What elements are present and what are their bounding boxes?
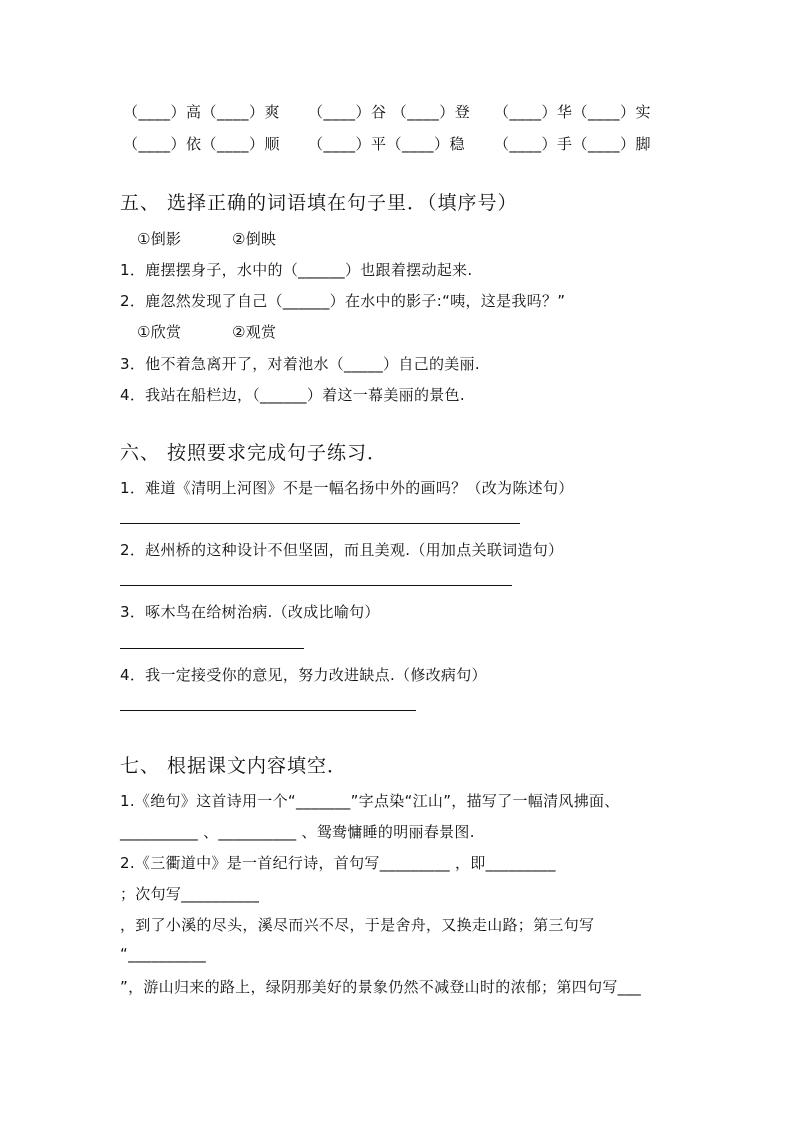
answer-line-2[interactable] [120,585,512,586]
section-7-line-3: 2.《三衢道中》是一首纪行诗，首句写_________ ，即_________ [120,854,556,872]
section-5-title: 五、 选择正确的词语填在句子里．（填序号） [120,192,518,214]
section-5-question-3: 3．他不着急离开了，对着池水（_____）自己的美丽. [120,355,480,373]
word-fill-2-2: （____）平（____）稳 [308,135,466,153]
section-6-question-1: 1．难道《清明上河图》不是一幅名扬中外的画吗？（改为陈述句） [120,479,574,497]
answer-line-4[interactable] [120,710,416,711]
word-fill-1-3: （____）华（____）实 [494,103,652,121]
word-fill-1-2: （____）谷 （____）登 [308,103,471,121]
section-7-line-2: __________ 、__________ 、鸳鸯慵睡的明丽春景图. [120,823,475,841]
section-6-question-2: 2．赵州桥的这种设计不但坚固，而且美观.（用加点关联词造句） [120,541,564,559]
section-7-line-7: ”，游山归来的路上，绿阴那美好的景象仍然不减登山时的浓郁；第四句写___ [120,978,642,996]
section-7-line-1: 1.《绝句》这首诗用一个“_______”字点染“江山”，描写了一幅清风拂面、 [120,792,620,810]
section-5-question-1: 1．鹿摆摆身子，水中的（______）也跟着摆动起来. [120,261,473,279]
option-shang-1: ①欣赏 [137,323,182,341]
word-fill-2-1: （____）依（____）顺 [123,135,281,153]
option-shang-2: ②观赏 [232,323,277,341]
section-5-question-4: 4．我站在船栏边，（______）着这一幕美丽的景色. [120,386,465,404]
answer-line-3[interactable] [120,648,304,649]
section-6-title: 六、 按照要求完成句子练习． [120,442,388,464]
section-7-line-5: ，到了小溪的尽头，溪尽而兴不尽，于是舍舟，又换走山路；第三句写 [120,916,595,934]
word-fill-1-1: （____）高（____）爽 [123,103,281,121]
word-fill-2-3: （____）手（____）脚 [494,135,652,153]
option-daoying-1: ①倒影 [137,230,182,248]
section-6-question-4: 4．我一定接受你的意见，努力改进缺点.（修改病句） [120,666,487,684]
answer-line-1[interactable] [120,523,520,524]
section-7-title: 七、 根据课文内容填空． [120,755,348,777]
section-5-question-2: 2．鹿忽然发现了自己（______）在水中的影子:“咦，这是我吗？” [120,292,566,310]
section-6-question-3: 3．啄木鸟在给树治病.（改成比喻句） [120,603,380,621]
section-7-line-6: “__________ [120,945,207,963]
section-7-line-4: ；次句写__________ [120,885,260,903]
option-daoying-2: ②倒映 [232,230,277,248]
